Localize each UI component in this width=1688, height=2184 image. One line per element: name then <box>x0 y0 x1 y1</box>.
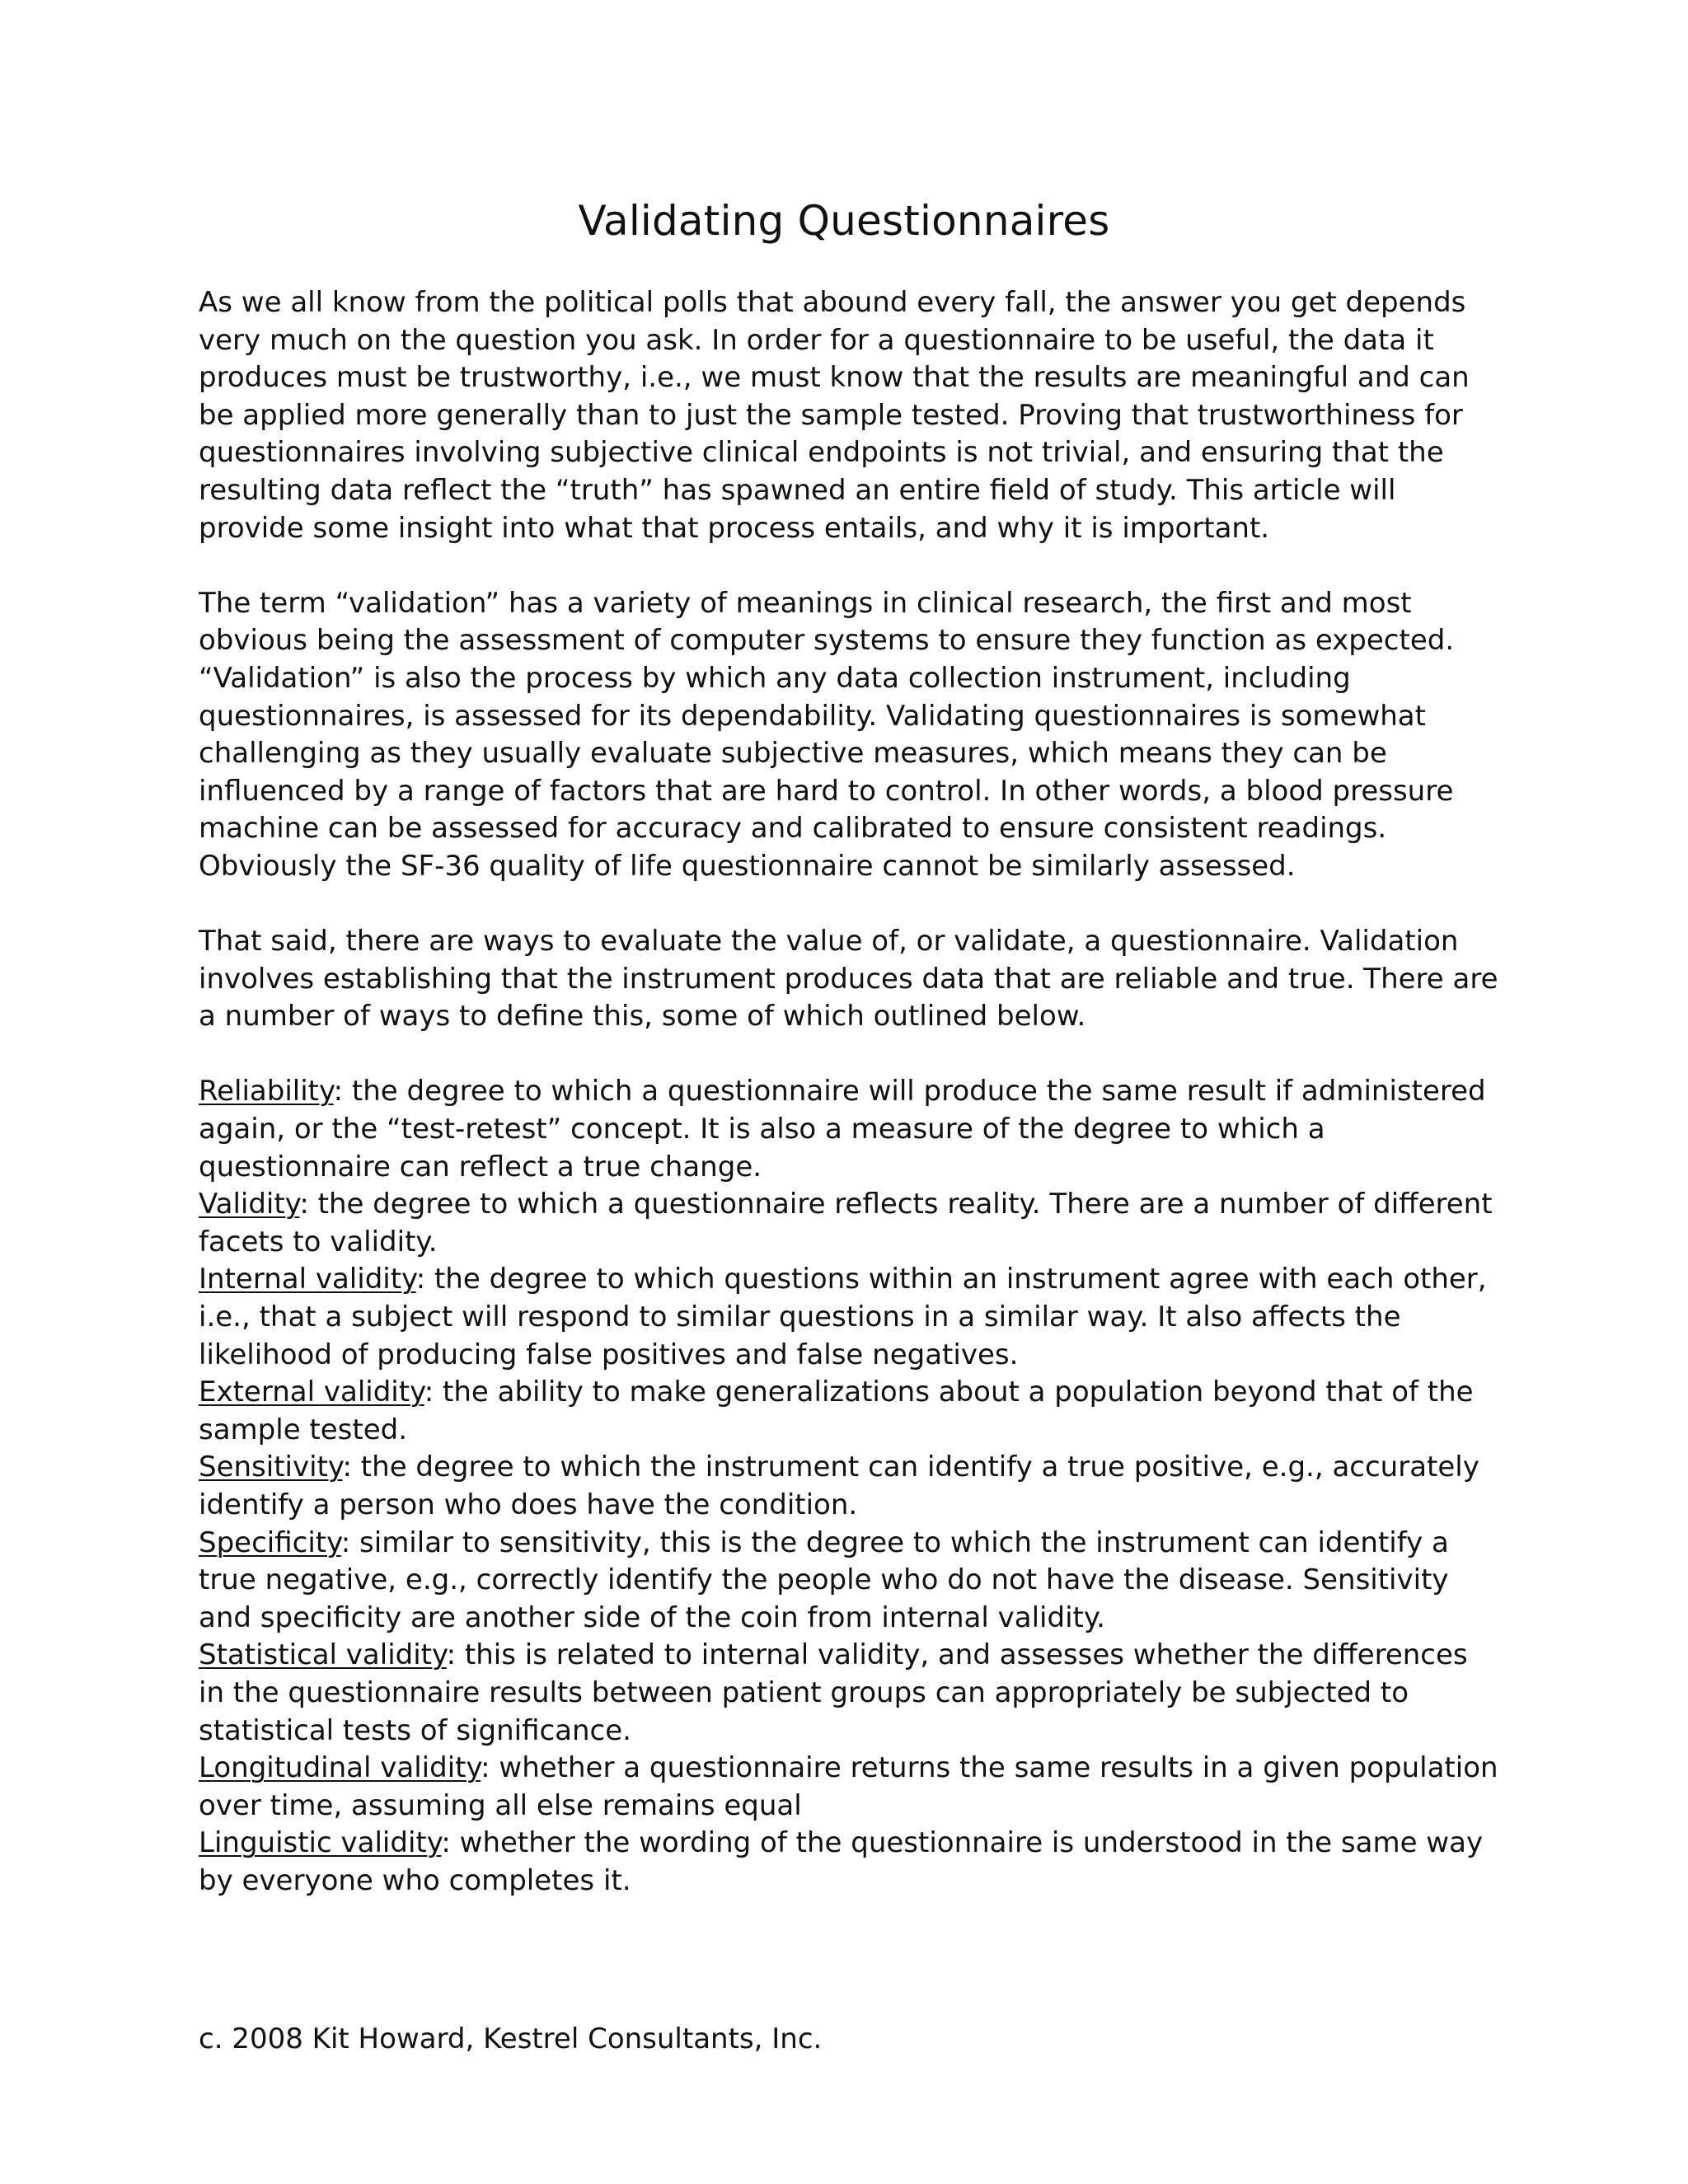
definition-longitudinal-validity <box>199 1750 1501 1825</box>
definition-text: : similar to sensitivity, this is the degree to which the instrument can identify a true negative, e.g., correctly identify the people who do not have the disease. Sensitivity and specificity are another side of the coin from internal validity. <box>199 1526 1449 1634</box>
definition-text: : the degree to which a questionnaire will produce the same result if administered again, or the “test-retest” concept. It is also a measure of the degree to which a questionnaire can reflect a true change. <box>199 1075 1486 1183</box>
definition-term: Longitudinal validity <box>199 1751 481 1785</box>
paragraph-intro: As we all know from the political polls that abound every fall, the answer you get depends very much on the question you ask. In order for a questionnaire to be useful, the data it produces must be trustworthy, i.e., we must know that the results are meaningful and can be applied more generally than to just the sample tested. Proving that trustworthiness for questionnaires involving subjective clinical endpoints is not trivial, and ensuring that the resulting data reflect the “truth” has spawned an entire field of study. This article will provide some insight into what that process entails, and why it is important. <box>199 286 1470 545</box>
definition-specificity <box>199 1525 1501 1638</box>
definition-term: Reliability <box>199 1075 334 1108</box>
definition-text: : the degree to which questions within an instrument agree with each other, i.e., that a subject will respond to similar questions in a similar way. It also affects the likelihood of producing false positives and false negatives. <box>199 1263 1487 1371</box>
document-title: Validating Questionnaires <box>578 197 1110 245</box>
paragraph-evaluation-ways: That said, there are ways to evaluate the value of, or validate, a questionnaire. Validation involves establishing that the instrument produces data that are reliable and true. There are a number of ways to define this, some of which outlined below. <box>199 925 1498 1033</box>
definition-linguistic-validity <box>199 1825 1501 1900</box>
definition-sensitivity <box>199 1449 1501 1524</box>
definition-term: Internal validity <box>199 1263 416 1296</box>
definition-text: : whether a questionnaire returns the same results in a given population over time, assuming all else remains equal <box>199 1751 1498 1822</box>
definition-statistical-validity <box>199 1637 1501 1750</box>
copyright-footer: c. 2008 Kit Howard, Kestrel Consultants, Inc. <box>199 2022 823 2055</box>
definition-text: : the degree to which a questionnaire reflects reality. There are a number of different facets to validity. <box>199 1188 1493 1258</box>
definition-reliability <box>199 1073 1501 1186</box>
paragraph-validation-meaning: The term “validation” has a variety of meanings in clinical research, the first and most obvious being the assessment of computer systems to ensure they function as expected. “Validation” is also the process by which any data collection instrument, including questionnaires, is assessed for its dependability. Validating questionnaires is somewhat challenging as they usually evaluate subjective measures, which means they can be influenced by a range of factors that are hard to control. In other words, a blood pressure machine can be assessed for accuracy and calibrated to ensure consistent readings. Obviously the SF-36 quality of life questionnaire cannot be similarly assessed. <box>199 586 1455 883</box>
document-body <box>199 284 1501 1900</box>
definition-term: Linguistic validity <box>199 1826 442 1860</box>
definitions-list <box>199 1073 1501 1900</box>
definition-internal-validity <box>199 1261 1501 1374</box>
definition-term: Specificity <box>199 1526 341 1559</box>
definition-term: External validity <box>199 1376 424 1409</box>
definition-external-validity <box>199 1374 1501 1449</box>
definition-text: : whether the wording of the questionnaire is understood in the same way by everyone who completes it. <box>199 1826 1484 1897</box>
definition-text: : this is related to internal validity, and assesses whether the differences in the questionnaire results between patient groups can appropriately be subjected to statistical tests of significance. <box>199 1638 1468 1747</box>
definition-term: Sensitivity <box>199 1451 343 1484</box>
definition-term: Statistical validity <box>199 1638 447 1672</box>
definition-text: : the ability to make generalizations about a population beyond that of the sample tested. <box>199 1376 1474 1446</box>
definition-term: Validity <box>199 1188 300 1221</box>
definition-validity <box>199 1186 1501 1261</box>
definition-text: : the degree to which the instrument can identify a true positive, e.g., accurately identify a person who does have the condition. <box>199 1451 1479 1521</box>
